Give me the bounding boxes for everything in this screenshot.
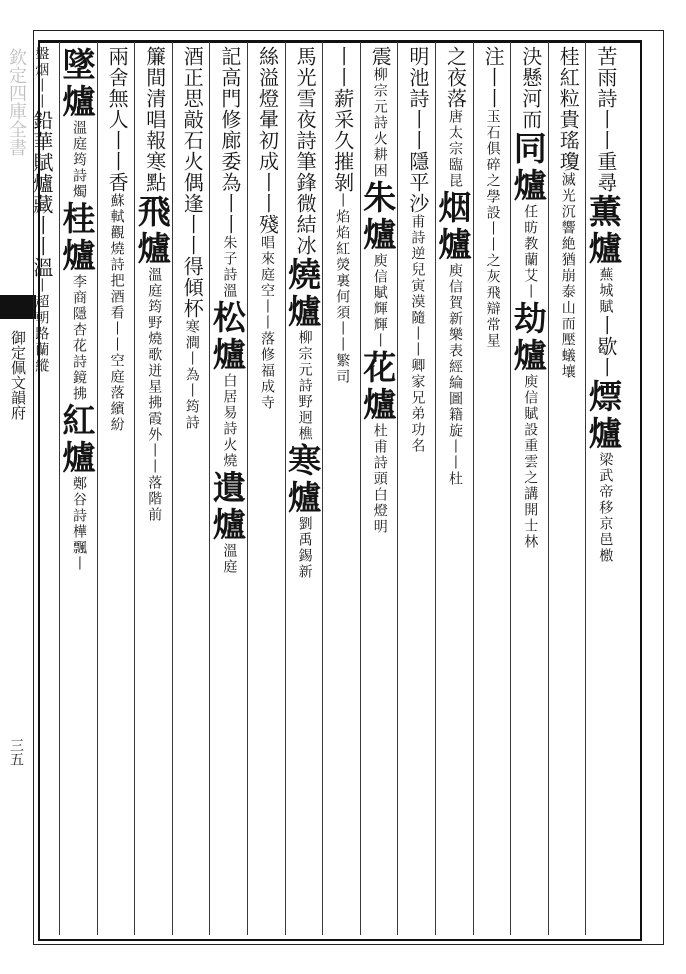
body-text: 鉛華賦爐藏丨丨溫 xyxy=(29,110,54,278)
headword: 爐 xyxy=(137,229,171,268)
book-title: 御定佩文韻府 xyxy=(9,330,27,420)
text-column xyxy=(549,46,587,380)
annotation-text: 杜甫詩頭白燈明 xyxy=(371,423,388,535)
annotation-text: 盤烟丨丨 xyxy=(33,46,50,110)
body-text: 馬光雪夜詩筆鋒微結冰 xyxy=(293,46,318,256)
headword: 熛 xyxy=(588,377,622,416)
text-column xyxy=(361,46,399,535)
annotation-text: 裏何須丨丨繁司 xyxy=(334,273,351,385)
annotation-text: 丨焰焰紅熒 xyxy=(334,193,351,273)
body-text: 酒正思敲石火偶逢丨丨得傾杯 xyxy=(180,46,205,319)
headword: 遺 xyxy=(212,468,246,507)
headword: 爐 xyxy=(288,478,322,517)
annotation-text: 梁武帝移京邑檄 xyxy=(597,452,614,564)
annotation-text: 溫庭筠詩燭 xyxy=(71,120,87,200)
text-column xyxy=(286,46,324,580)
annotation-text: 甫詩逆兒寅漠隨丨丨卿家兄弟功名 xyxy=(409,214,426,454)
body-text: 明池詩丨丨隱平沙 xyxy=(405,46,430,214)
body-text: 記高門修廊委為丨丨 xyxy=(217,46,242,235)
annotation-text: 賀新樂表經綸圖籍旋丨丨杜 xyxy=(447,295,463,487)
annotation-text: 猶崩泰山而壓蟻壤 xyxy=(559,252,576,380)
annotation-text: 任昉教蘭艾丨 xyxy=(522,204,539,300)
headword: 同 xyxy=(513,129,547,168)
headword: 爐 xyxy=(438,225,472,264)
body-text: 兩舍無人丨丨香 xyxy=(105,46,130,193)
text-column xyxy=(210,46,248,575)
headword: 松 xyxy=(212,298,246,337)
annotation-text: 之學設丨丨之灰飛辯常星 xyxy=(484,173,501,349)
annotation-text: 溫庭筠野燒歌迸星拂霞外丨丨落階前 xyxy=(146,267,163,523)
annotation-text: 庾信賦設重雲之講開士林 xyxy=(522,374,539,550)
headword: 薫 xyxy=(588,192,622,231)
annotation-text: 修福成寺 xyxy=(259,347,275,411)
headword: 飛 xyxy=(137,192,171,231)
text-column xyxy=(511,46,549,550)
headword: 爐 xyxy=(212,505,246,544)
headword: 燒 xyxy=(288,255,322,294)
annotation-text: 溫庭 xyxy=(221,543,238,575)
text-column xyxy=(173,46,211,431)
headword: 爐 xyxy=(62,236,96,275)
headword: 爐 xyxy=(212,335,246,374)
body-text: 注丨丨 xyxy=(481,46,506,109)
page-number: 三五 xyxy=(8,738,24,766)
headword: 寒 xyxy=(288,441,322,480)
headword: 爐 xyxy=(588,229,622,268)
annotation-text: 劉禹錫新 xyxy=(296,516,313,580)
text-column xyxy=(135,46,173,523)
body-text: 丨丨薪采久摧剝 xyxy=(330,46,355,193)
series-title: 欽定四庫全書 xyxy=(6,48,27,156)
annotation-text: 唐太宗臨昆 xyxy=(447,109,463,189)
text-column xyxy=(586,46,624,564)
text-column xyxy=(474,46,512,349)
annotation-text: 庾信 xyxy=(447,263,463,295)
headword: 桂 xyxy=(62,199,96,238)
text-column xyxy=(248,46,286,411)
text-column xyxy=(398,46,436,454)
headword: 爐 xyxy=(288,292,322,331)
annotation-text: 朱子詩溫 xyxy=(221,235,238,299)
headword: 墜 xyxy=(62,45,96,84)
annotation-text: 柳宗元詩野迥樵 xyxy=(296,330,313,442)
body-text: 絲溢燈暈初成丨丨殘 xyxy=(255,46,280,235)
annotation-text: 蕪城賦 xyxy=(597,267,614,315)
body-text: 桂紅粒貴瑤瓊 xyxy=(556,46,581,172)
body-text: 震 xyxy=(368,46,393,67)
headword: 爐 xyxy=(588,414,622,453)
annotation-text: 唱來庭空丨丨落 xyxy=(259,235,275,347)
annotation-text: 筠詩 xyxy=(183,399,200,431)
text-column xyxy=(323,46,361,385)
text-column xyxy=(436,46,474,487)
annotation-text: 丨超朝路蘭縱 xyxy=(33,278,50,374)
headword: 爐 xyxy=(363,385,397,424)
headword: 花 xyxy=(363,348,397,387)
headword: 爐 xyxy=(513,336,547,375)
body-text: 之夜落 xyxy=(443,46,468,109)
annotation-text: 蘇軾觀燒詩把酒看丨丨空庭落繽紛 xyxy=(108,193,125,433)
headword: 烟 xyxy=(438,188,472,227)
headword: 爐 xyxy=(62,82,96,121)
headword: 紅 xyxy=(62,401,96,440)
headword: 爐 xyxy=(513,166,547,205)
body-text: 決懸河而 xyxy=(518,46,543,130)
headword: 朱 xyxy=(363,178,397,217)
headword: 爐 xyxy=(62,438,96,477)
body-text: 丨歇丨 xyxy=(593,315,618,378)
annotation-text: 寒澗丨為丨 xyxy=(183,319,200,399)
headword: 劫 xyxy=(513,299,547,338)
annotation-text: 庾信賦輝輝丨 xyxy=(371,253,388,349)
annotation-text: 鄭谷詩樺飄丨 xyxy=(71,476,87,572)
body-text: 苦雨詩丨丨重尋 xyxy=(593,46,618,193)
headword: 爐 xyxy=(363,215,397,254)
annotation-text: 柳宗元詩火耕困 xyxy=(371,67,388,179)
annotation-text: 李商隱杏花詩鏡拂 xyxy=(71,274,87,402)
annotation-text: 白居易詩火燒 xyxy=(221,373,238,469)
text-column xyxy=(22,46,60,374)
body-text: 簾間清唱報寒點 xyxy=(142,46,167,193)
annotation-text: 滅光沉響絶 xyxy=(559,172,576,252)
text-column xyxy=(60,46,98,572)
annotation-text: 玉石俱碎 xyxy=(484,109,501,173)
text-column xyxy=(98,46,136,433)
